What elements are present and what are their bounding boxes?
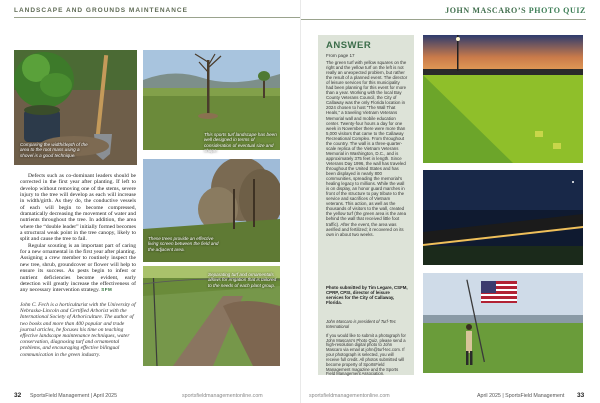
photo-honor-guard	[423, 273, 583, 373]
right-page	[301, 0, 600, 403]
caption-shovel: Comparing the width/depth of the area to the root mass using a shovel is a good technique.	[20, 142, 88, 158]
website-url[interactable]: sportsfieldmanagementonline.com	[182, 393, 263, 399]
photo-wall-night	[423, 170, 583, 265]
website-url[interactable]: sportsfieldmanagementonline.com	[309, 393, 390, 399]
right-footer	[301, 389, 600, 403]
end-mark: SFM	[101, 287, 113, 293]
page-number: 33	[577, 392, 585, 399]
caption-trees: This sports turf landscape has been well designed in terms of consideration of eventual size and shape.	[204, 132, 277, 154]
answer-panel	[318, 35, 414, 375]
body-text	[20, 173, 136, 294]
photo-credit: Photo submitted by Tim Legare, CSFM, CPRP, CPSI, director of leisure services for the City of Callaway, Florida.	[326, 285, 408, 306]
honor-guard-image	[423, 273, 583, 373]
photo-field-dusk	[423, 35, 583, 163]
paragraph	[20, 243, 136, 294]
submit-instructions: If you would like to submit a photograph for John Mascaro’s Photo Quiz, please send a high-resolution digital photo to John Mascaro via email at john@turf-tec.com. If your photograph is selected, you will receive full credit. All photos submitted will become property of SportsField Management magazine and the Sports Field Management Association.	[326, 332, 406, 377]
answer-from: From page 17	[326, 53, 355, 58]
page-number: 32	[14, 392, 22, 399]
quiz-rule	[301, 19, 586, 20]
left-footer	[0, 389, 300, 403]
wall-night-image	[423, 170, 583, 265]
answer-heading: ANSWER	[326, 40, 372, 51]
header-rule	[14, 17, 300, 18]
section-header: LANDSCAPE AND GROUNDS MAINTENANCE	[14, 7, 188, 14]
caption-irrigation: Separating turf and ornamentals allows for irrigation that is tailored to the needs of each plant group.	[208, 272, 277, 288]
author-bio: John C. Fech is a horticulturist with the University of Nebraska-Lincoln and Certified Arborist with the International Society of Arboriculture. The author of two books and more than 400 popular and trade journal articles, he focuses his time on teaching effective landscape maintenance techniques, water conservation, diagnosing turf and ornamental problems, and encouraging effective bilingual communication in the green industry.	[20, 302, 136, 358]
paragraph-text: Regular scouting is an important part of caring for a new ornamental in the first year after planting. Assigning a crew member to routinely inspect the new tree, shrub, groundcover or flower will help to ensure its success. As pests begin to infest or nutrient deficiencies become evident, early detection will greatly increase the effectiveness of any necessary intervention strategy.	[20, 242, 136, 294]
answer-text: The green turf with yellow squares on the right and the yellow turf on the left is not really an unexpected problem, but rather the result of a planned event. The director of leisure services for this municipality had been planning for this event for more than a year. Working with the local Bay County Veterans Council, the City of Callaway was the only Florida location in 2024 chosen to host “The Wall That Heals,” a traveling Vietnam Veterans Memorial wall and mobile education center. Twenty-four hours a day for one week in November there were more than 5,000 visitors that came to the Callaway Recreational Complex. From throughout the country. The wall is a three-quarter-scale replica of the Vietnam Veterans Memorial in Washington, D.C., and is approximately 375 feet in length. Since Veterans Day 1996, the wall has traveled throughout the United States and has been displayed in nearly 800 communities, spreading the memorial’s healing legacy to millions. While the wall is on display, an honor guard marches in front of the structure to pay tribute to the service and sacrifices of Vietnam veterans. This action, as well as the thousands of visitors to the wall, created the yellow turf (the green area is the area behind the wall that received little foot traffic). After the event, the area was aerified and fertilized; it recovered on its own in about two weeks.	[326, 60, 408, 237]
quiz-title	[445, 6, 586, 15]
quiz-title-emph: PHOTO QUIZ	[528, 6, 586, 15]
publication-name: April 2025 | SportsField Management	[477, 393, 565, 399]
publication-name: SportsField Management | April 2025	[30, 393, 118, 399]
author-note: John Mascaro is president of Turf-Tec International	[326, 319, 396, 329]
field-dusk-image	[423, 35, 583, 163]
submit-info	[326, 320, 408, 377]
quiz-title-prefix: JOHN MASCARO’S	[445, 6, 527, 15]
paragraph: Defects such as co-dominant leaders should be corrected in the first year after planting. If left to develop without removing one of the stems, severe injury to the tree will develop as each will increase in width/girth. As they do, the conductive vessels of each will begin to become compressed, dramatically decreasing the movement of water and nutrients throughout the tree. In addition, the area where the “double leader” initially formed becomes a structural weak point in the tree canopy, likely to split and cause the tree to fail.	[20, 173, 136, 243]
caption-tree-line: These trees provide an effective living screen between the field and the adjacent area.	[148, 236, 219, 252]
